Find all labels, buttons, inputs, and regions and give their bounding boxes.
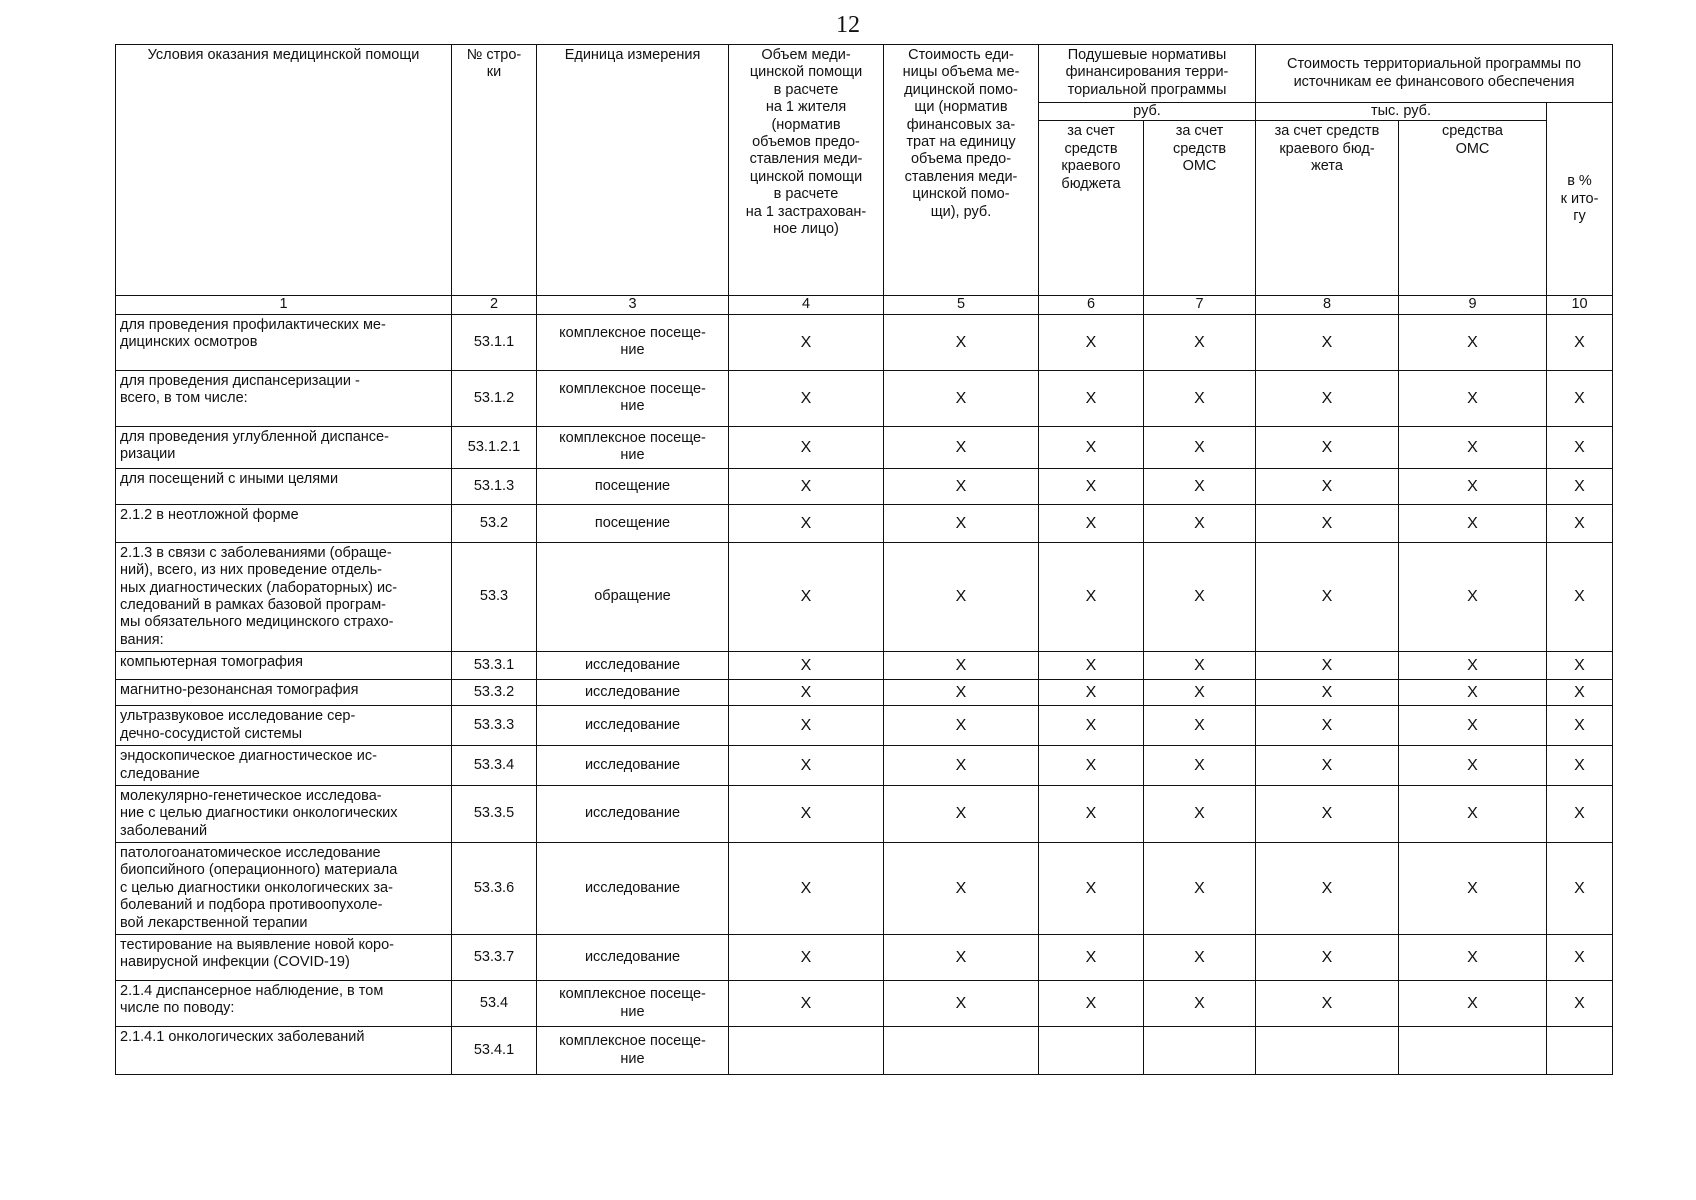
value-cell: Х — [884, 314, 1039, 370]
unit-cell: посещение — [537, 504, 729, 542]
value-cell: Х — [1547, 746, 1613, 786]
value-cell: Х — [729, 935, 884, 981]
condition-cell: 2.1.3 в связи с заболеваниями (обраще- ний), всего, из них проведение отдель- ных диагностических (лабораторных) ис- следований в рамках базовой програм- мы обязательного медицинского страхо- вания: — [116, 542, 452, 651]
row-number-cell: 53.3.2 — [452, 680, 537, 706]
row-number-cell: 53.1.1 — [452, 314, 537, 370]
value-cell: Х — [1039, 370, 1144, 426]
column-number-cell: 10 — [1547, 296, 1613, 314]
value-cell: Х — [1256, 504, 1399, 542]
table-row — [116, 981, 1613, 1027]
header-row-number: № стро- ки — [452, 45, 537, 296]
header-oms-thous: средства ОМС — [1399, 121, 1547, 296]
value-cell: Х — [1144, 370, 1256, 426]
table-row — [116, 652, 1613, 680]
value-cell: Х — [1399, 426, 1547, 468]
row-number-cell: 53.1.2 — [452, 370, 537, 426]
value-cell: Х — [884, 981, 1039, 1027]
value-cell: Х — [1399, 652, 1547, 680]
condition-cell: для проведения углубленной диспансе- ризации — [116, 426, 452, 468]
row-number-cell: 53.3.1 — [452, 652, 537, 680]
header-budget-rub: за счет средств краевого бюджета — [1039, 121, 1144, 296]
program-cost-table — [115, 44, 1613, 1075]
value-cell: Х — [1256, 542, 1399, 651]
value-cell: Х — [729, 706, 884, 746]
unit-cell: исследование — [537, 746, 729, 786]
value-cell: Х — [1547, 706, 1613, 746]
value-cell: Х — [729, 370, 884, 426]
value-cell: Х — [1256, 785, 1399, 842]
value-cell: Х — [729, 785, 884, 842]
value-cell: Х — [1144, 981, 1256, 1027]
column-number-cell: 8 — [1256, 296, 1399, 314]
row-number-cell: 53.3 — [452, 542, 537, 651]
header-program-cost: Стоимость территориальной программы по источникам ее финансового обеспечения — [1256, 45, 1613, 103]
value-cell — [1256, 1027, 1399, 1075]
row-number-cell: 53.1.3 — [452, 468, 537, 504]
row-number-cell: 53.3.7 — [452, 935, 537, 981]
unit-cell: исследование — [537, 652, 729, 680]
condition-cell: патологоанатомическое исследование биопсийного (операционного) материала с целью диагностики онкологических за- болеваний и подбора противоопухоле- вой лекарственной терапии — [116, 843, 452, 935]
value-cell: Х — [729, 314, 884, 370]
value-cell: Х — [1039, 981, 1144, 1027]
header-budget-thous: за счет средств краевого бюд- жета — [1256, 121, 1399, 296]
value-cell: Х — [884, 785, 1039, 842]
value-cell: Х — [1547, 504, 1613, 542]
table-row — [116, 746, 1613, 786]
header-oms-rub: за счет средств ОМС — [1144, 121, 1256, 296]
column-number-cell: 1 — [116, 296, 452, 314]
unit-cell: исследование — [537, 706, 729, 746]
table-row — [116, 370, 1613, 426]
value-cell: Х — [1399, 935, 1547, 981]
condition-cell: для проведения диспансеризации - всего, в том числе: — [116, 370, 452, 426]
value-cell: Х — [1399, 314, 1547, 370]
value-cell: Х — [1547, 542, 1613, 651]
value-cell: Х — [1144, 843, 1256, 935]
value-cell: Х — [884, 746, 1039, 786]
value-cell: Х — [1039, 468, 1144, 504]
value-cell: Х — [1144, 426, 1256, 468]
table-row — [116, 504, 1613, 542]
value-cell: Х — [1039, 935, 1144, 981]
value-cell: Х — [1039, 680, 1144, 706]
value-cell: Х — [1256, 843, 1399, 935]
row-number-cell: 53.4 — [452, 981, 537, 1027]
value-cell: Х — [1547, 843, 1613, 935]
header-per-capita: Подушевые нормативы финансирования терри- ториальной программы — [1039, 45, 1256, 103]
value-cell: Х — [1144, 785, 1256, 842]
value-cell: Х — [1547, 935, 1613, 981]
condition-cell: молекулярно-генетическое исследова- ние с целью диагностики онкологических заболеваний — [116, 785, 452, 842]
value-cell: Х — [729, 843, 884, 935]
value-cell: Х — [1256, 370, 1399, 426]
value-cell: Х — [1547, 981, 1613, 1027]
value-cell: Х — [1399, 785, 1547, 842]
column-number-cell: 2 — [452, 296, 537, 314]
value-cell: Х — [1144, 504, 1256, 542]
unit-cell: исследование — [537, 680, 729, 706]
unit-cell: исследование — [537, 785, 729, 842]
value-cell — [884, 1027, 1039, 1075]
column-number-cell: 5 — [884, 296, 1039, 314]
value-cell: Х — [1399, 706, 1547, 746]
row-number-cell: 53.3.6 — [452, 843, 537, 935]
row-number-cell: 53.3.5 — [452, 785, 537, 842]
value-cell: Х — [1256, 746, 1399, 786]
unit-cell: обращение — [537, 542, 729, 651]
value-cell: Х — [729, 542, 884, 651]
value-cell: Х — [1256, 426, 1399, 468]
header-percent: в % к ито- гу — [1547, 103, 1613, 296]
column-number-cell: 4 — [729, 296, 884, 314]
condition-cell: для проведения профилактических ме- дицинских осмотров — [116, 314, 452, 370]
value-cell: Х — [1547, 785, 1613, 842]
value-cell: Х — [1256, 468, 1399, 504]
row-number-cell: 53.3.4 — [452, 746, 537, 786]
value-cell: Х — [1399, 746, 1547, 786]
header-rub: руб. — [1039, 103, 1256, 121]
unit-cell: исследование — [537, 843, 729, 935]
column-number-cell: 6 — [1039, 296, 1144, 314]
value-cell: Х — [1039, 843, 1144, 935]
value-cell: Х — [884, 843, 1039, 935]
value-cell — [1039, 1027, 1144, 1075]
value-cell: Х — [884, 468, 1039, 504]
unit-cell: комплексное посеще- ние — [537, 426, 729, 468]
condition-cell: для посещений с иными целями — [116, 468, 452, 504]
header-unit-cost: Стоимость еди- ницы объема ме- дицинской помо- щи (норматив финансовых за- трат на единицу объема предо- ставления меди- цинской помо- щи), руб. — [884, 45, 1039, 296]
value-cell: Х — [884, 426, 1039, 468]
value-cell: Х — [1039, 746, 1144, 786]
table-row — [116, 468, 1613, 504]
table-row — [116, 1027, 1613, 1075]
row-number-cell: 53.2 — [452, 504, 537, 542]
value-cell: Х — [1039, 504, 1144, 542]
value-cell: Х — [1039, 785, 1144, 842]
value-cell: Х — [1547, 370, 1613, 426]
value-cell: Х — [1144, 652, 1256, 680]
value-cell: Х — [1399, 370, 1547, 426]
table-row — [116, 935, 1613, 981]
value-cell: Х — [1144, 468, 1256, 504]
value-cell: Х — [1256, 680, 1399, 706]
table-row — [116, 314, 1613, 370]
value-cell: Х — [1256, 706, 1399, 746]
value-cell: Х — [1399, 542, 1547, 651]
value-cell: Х — [729, 426, 884, 468]
value-cell: Х — [1144, 542, 1256, 651]
condition-cell: ультразвуковое исследование сер- дечно-сосудистой системы — [116, 706, 452, 746]
header-volume: Объем меди- цинской помощи в расчете на 1 жителя (норматив объемов предо- ставления меди- цинской помощи в расчете на 1 застрахован- ное лицо) — [729, 45, 884, 296]
value-cell: Х — [1547, 680, 1613, 706]
value-cell: Х — [729, 680, 884, 706]
value-cell: Х — [1399, 468, 1547, 504]
value-cell: Х — [884, 680, 1039, 706]
column-number-row — [116, 296, 1613, 314]
value-cell: Х — [1547, 314, 1613, 370]
value-cell: Х — [1547, 652, 1613, 680]
value-cell: Х — [884, 652, 1039, 680]
value-cell: Х — [729, 746, 884, 786]
column-number-cell: 9 — [1399, 296, 1547, 314]
value-cell: Х — [729, 468, 884, 504]
value-cell — [729, 1027, 884, 1075]
table-row — [116, 785, 1613, 842]
table-row — [116, 680, 1613, 706]
column-number-cell: 7 — [1144, 296, 1256, 314]
header-conditions: Условия оказания медицинской помощи — [116, 45, 452, 296]
table-row — [116, 843, 1613, 935]
unit-cell: посещение — [537, 468, 729, 504]
header-unit: Единица измерения — [537, 45, 729, 296]
table-row — [116, 706, 1613, 746]
value-cell: Х — [884, 935, 1039, 981]
value-cell: Х — [1256, 935, 1399, 981]
value-cell: Х — [884, 504, 1039, 542]
value-cell — [1144, 1027, 1256, 1075]
page-number: 12 — [836, 12, 860, 38]
unit-cell: комплексное посеще- ние — [537, 370, 729, 426]
header-thous-rub: тыс. руб. — [1256, 103, 1547, 121]
condition-cell: 2.1.4.1 онкологических заболеваний — [116, 1027, 452, 1075]
row-number-cell: 53.3.3 — [452, 706, 537, 746]
value-cell: Х — [1039, 542, 1144, 651]
value-cell: Х — [1144, 680, 1256, 706]
value-cell: Х — [1039, 314, 1144, 370]
condition-cell: 2.1.2 в неотложной форме — [116, 504, 452, 542]
value-cell: Х — [1144, 706, 1256, 746]
unit-cell: исследование — [537, 935, 729, 981]
table-row — [116, 426, 1613, 468]
value-cell: Х — [1399, 504, 1547, 542]
row-number-cell: 53.4.1 — [452, 1027, 537, 1075]
table-row — [116, 542, 1613, 651]
unit-cell: комплексное посеще- ние — [537, 981, 729, 1027]
value-cell: Х — [884, 706, 1039, 746]
value-cell — [1399, 1027, 1547, 1075]
value-cell: Х — [1399, 680, 1547, 706]
value-cell: Х — [1144, 746, 1256, 786]
value-cell: Х — [1256, 314, 1399, 370]
condition-cell: компьютерная томография — [116, 652, 452, 680]
condition-cell: магнитно-резонансная томография — [116, 680, 452, 706]
value-cell: Х — [1399, 843, 1547, 935]
value-cell: Х — [729, 652, 884, 680]
value-cell: Х — [1256, 652, 1399, 680]
value-cell: Х — [729, 504, 884, 542]
value-cell: Х — [884, 370, 1039, 426]
unit-cell: комплексное посеще- ние — [537, 1027, 729, 1075]
row-number-cell: 53.1.2.1 — [452, 426, 537, 468]
value-cell: Х — [1144, 314, 1256, 370]
value-cell: Х — [729, 981, 884, 1027]
value-cell: Х — [1039, 706, 1144, 746]
column-number-cell: 3 — [537, 296, 729, 314]
condition-cell: тестирование на выявление новой коро- навирусной инфекции (COVID-19) — [116, 935, 452, 981]
value-cell: Х — [1039, 426, 1144, 468]
value-cell: Х — [884, 542, 1039, 651]
condition-cell: эндоскопическое диагностическое ис- следование — [116, 746, 452, 786]
value-cell: Х — [1256, 981, 1399, 1027]
value-cell: Х — [1547, 426, 1613, 468]
value-cell: Х — [1039, 652, 1144, 680]
condition-cell: 2.1.4 диспансерное наблюдение, в том числе по поводу: — [116, 981, 452, 1027]
value-cell — [1547, 1027, 1613, 1075]
value-cell: Х — [1144, 935, 1256, 981]
unit-cell: комплексное посеще- ние — [537, 314, 729, 370]
value-cell: Х — [1399, 981, 1547, 1027]
value-cell: Х — [1547, 468, 1613, 504]
